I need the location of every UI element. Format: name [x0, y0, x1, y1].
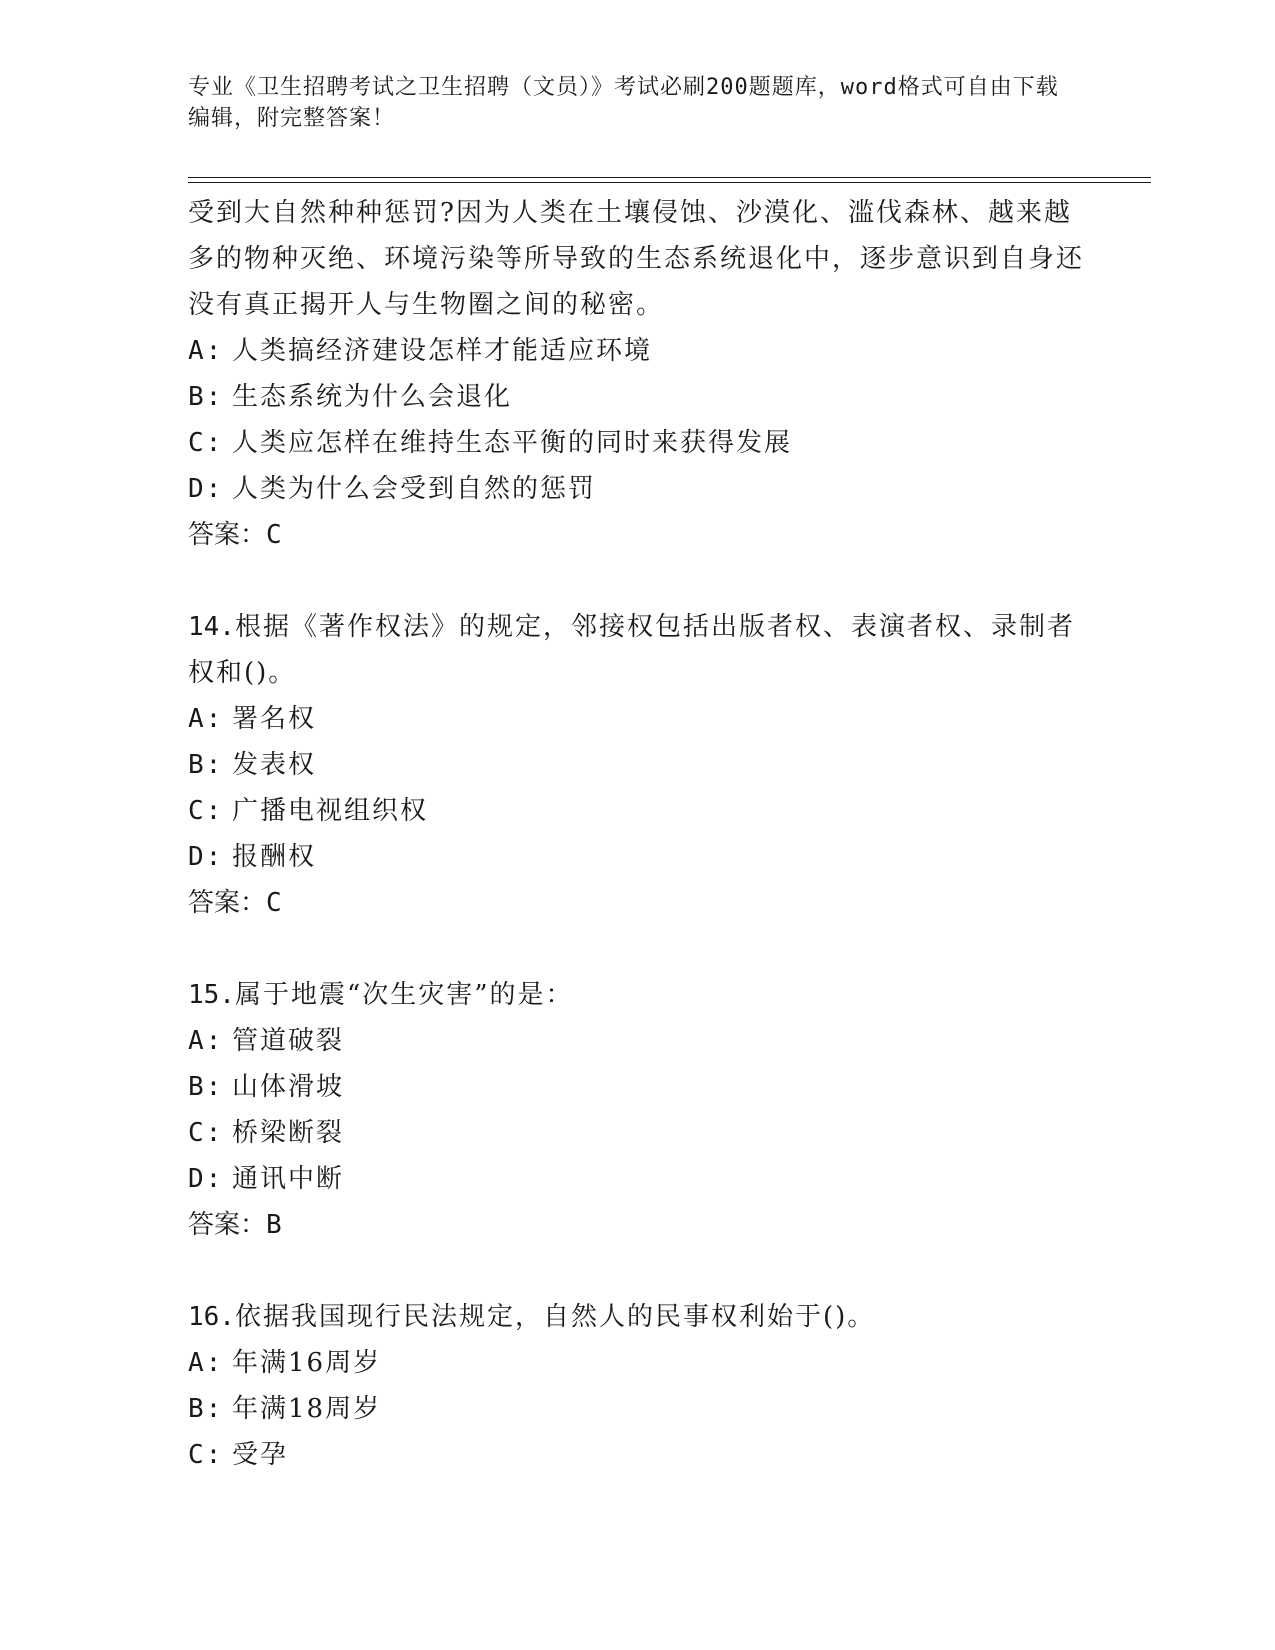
- header-divider-bottom: [188, 182, 1151, 183]
- option-b: [188, 1064, 1088, 1110]
- question-number: 14.: [188, 612, 235, 642]
- option-c: [188, 1432, 1088, 1478]
- question-14: [188, 604, 1088, 926]
- answer-label: 答案：: [188, 520, 267, 550]
- spacer: [188, 558, 1088, 604]
- question-15: [188, 972, 1088, 1248]
- answer-line: [188, 1202, 1088, 1248]
- spacer: [188, 1248, 1088, 1294]
- spacer: [188, 926, 1088, 972]
- question-text: [188, 1294, 1088, 1340]
- option-c: [188, 788, 1088, 834]
- option-text: 人类搞经济建设怎样才能适应环境: [232, 336, 653, 366]
- option-a: [188, 1018, 1088, 1064]
- option-text: 人类应怎样在维持生态平衡的同时来获得发展: [232, 428, 793, 458]
- option-letter: C:: [188, 1118, 224, 1148]
- question-body: 依据我国现行民法规定，自然人的民事权利始于()。: [234, 1302, 876, 1332]
- answer-value: C: [266, 888, 282, 918]
- question-body: 属于地震“次生灾害”的是：: [234, 980, 574, 1010]
- answer-label: 答案：: [188, 888, 267, 918]
- option-c: [188, 1110, 1088, 1156]
- option-letter: B:: [188, 382, 224, 412]
- question-number: 15.: [188, 980, 235, 1010]
- option-text: 桥梁断裂: [232, 1118, 345, 1148]
- option-text: 受孕: [232, 1440, 289, 1470]
- question-16: [188, 1294, 1088, 1478]
- option-letter: C:: [188, 428, 224, 458]
- answer-line: [188, 880, 1088, 926]
- option-letter: C:: [188, 796, 224, 826]
- answer-value: B: [266, 1210, 282, 1240]
- option-a: [188, 696, 1088, 742]
- option-letter: D:: [188, 1164, 224, 1194]
- document-header: 专业《卫生招聘考试之卫生招聘（文员）》考试必刷200题题库，word格式可自由下载编辑，附完整答案！: [188, 75, 1059, 131]
- option-d: [188, 466, 1088, 512]
- option-letter: A:: [188, 336, 224, 366]
- option-letter: A:: [188, 1026, 224, 1056]
- option-text: 广播电视组织权: [232, 796, 429, 826]
- question-number: 16.: [188, 1302, 235, 1332]
- option-text: 发表权: [232, 750, 317, 780]
- option-b: [188, 742, 1088, 788]
- option-letter: C:: [188, 1440, 224, 1470]
- answer-line: [188, 512, 1088, 558]
- option-letter: A:: [188, 1348, 224, 1378]
- answer-value: C: [266, 520, 282, 550]
- option-text: 生态系统为什么会退化: [232, 382, 513, 412]
- option-text: 署名权: [232, 704, 317, 734]
- question-text: 受到大自然种种惩罚?因为人类在土壤侵蚀、沙漠化、滥伐森林、越来越多的物种灭绝、环境污染等所导致的生态系统退化中，逐步意识到自身还没有真正揭开人与生物圈之间的秘密。: [188, 198, 1085, 320]
- option-a: [188, 1340, 1088, 1386]
- option-text: 山体滑坡: [232, 1072, 345, 1102]
- option-letter: D:: [188, 474, 224, 504]
- question-13-continued: [188, 190, 1088, 558]
- option-text: 年满16周岁: [232, 1348, 382, 1378]
- option-letter: B:: [188, 1072, 224, 1102]
- option-letter: A:: [188, 704, 224, 734]
- option-a: [188, 328, 1088, 374]
- question-text: [188, 604, 1088, 696]
- option-letter: B:: [188, 750, 224, 780]
- question-list: [188, 190, 1088, 1478]
- header-divider-top: [188, 177, 1151, 178]
- option-d: [188, 1156, 1088, 1202]
- option-letter: B:: [188, 1394, 224, 1424]
- option-text: 管道破裂: [232, 1026, 345, 1056]
- option-d: [188, 834, 1088, 880]
- option-c: [188, 420, 1088, 466]
- option-letter: D:: [188, 842, 224, 872]
- answer-label: 答案：: [188, 1210, 267, 1240]
- option-text: 年满18周岁: [232, 1394, 382, 1424]
- question-body: 根据《著作权法》的规定，邻接权包括出版者权、表演者权、录制者权和()。: [188, 612, 1075, 688]
- question-text: [188, 972, 1088, 1018]
- option-text: 报酬权: [232, 842, 317, 872]
- option-text: 通讯中断: [232, 1164, 345, 1194]
- option-b: [188, 374, 1088, 420]
- option-text: 人类为什么会受到自然的惩罚: [232, 474, 597, 504]
- option-b: [188, 1386, 1088, 1432]
